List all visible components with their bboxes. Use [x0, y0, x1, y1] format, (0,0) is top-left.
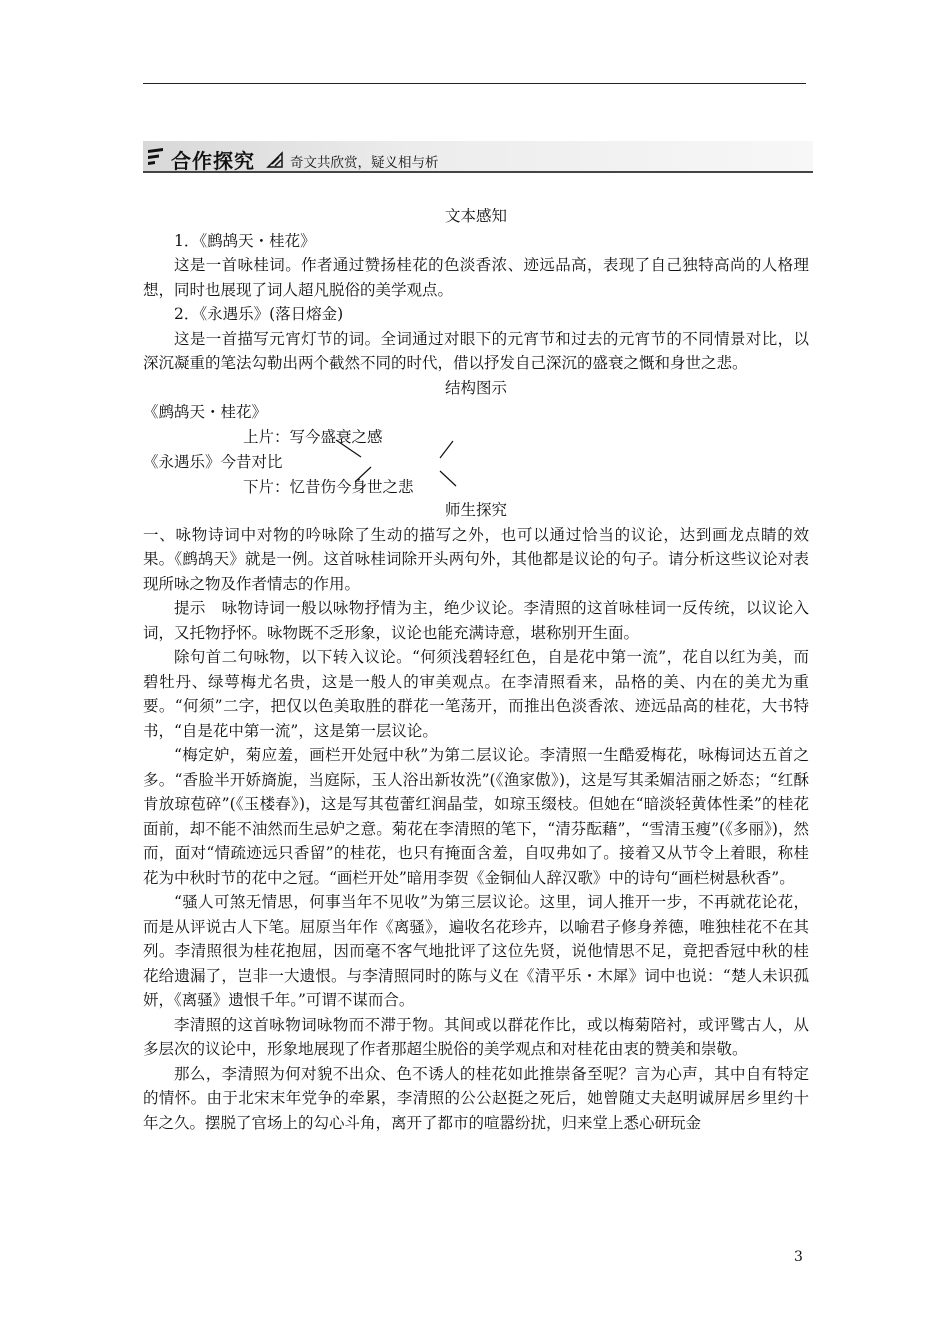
page-number: 3 [794, 1249, 803, 1265]
diagram-line-2: 上片：写今盛衰之感 [243, 428, 383, 446]
header-rule [143, 83, 806, 84]
diagram-line-1: 《鹧鸪天・桂花》 [143, 403, 268, 421]
document-body [143, 204, 809, 1135]
stripes-icon [146, 147, 166, 167]
inquiry-question: 一、咏物诗词中对物的吟咏除了生动的描写之外，也可以通过恰当的议论，达到画龙点睛的效果。《鹧鸪天》就是一例。这首咏桂词除开头两句外，其他都是议论的句子。请分析这些议论对表现所咏之物及作者情志的作用。 [143, 525, 809, 593]
item2-text: 这是一首描写元宵灯节的词。全词通过对眼下的元宵节和过去的元宵节的不同情景对比，以深沉凝重的笔法勾勒出两个截然不同的时代，借以抒发自己深沉的盛衰之慨和身世之悲。 [143, 329, 809, 372]
paragraph: 提示 咏物诗词一般以咏物抒情为主，绝少议论。李清照的这首咏桂词一反传统，以议论入词，又托物抒怀。咏物既不乏形象，议论也能充满诗意，堪称别开生面。 [143, 599, 809, 642]
paragraph: 那么，李清照为何对貌不出众、色不诱人的桂花如此推崇备至呢？言为心声，其中自有特定的情怀。由于北宋末年党争的牵累，李清照的公公赵挺之死后，她曾随丈夫赵明诚屏居乡里约十年之久。摆脱了官场上的勾心斗角，离开了都市的喧嚣纷扰，归来堂上悉心研玩金 [143, 1064, 809, 1132]
paragraph: 除句首二句咏物，以下转入议论。“何须浅碧轻红色，自是花中第一流”，花自以红为美，而碧牡丹、绿萼梅尤名贵，这是一般人的审美观点。在李清照看来，品格的美、内在的美尤为重要。“何须”二字，把仅以色美取胜的群花一笔荡开，而推出色淡香浓、迹远品高的桂花，大书特书，“自是花中第一流”，这是第一层议论。 [143, 648, 809, 740]
item2-title: 2．《永遇乐》(落日熔金) [174, 305, 344, 323]
paragraph: “梅定妒，菊应羞，画栏开处冠中秋”为第二层议论。李清照一生酷爱梅花，咏梅词达五首之多。“香脸半开娇旖旎，当庭际，玉人浴出新妆洗”(《渔家傲》)，这是写其柔媚洁丽之娇态；“红酥肯放琼苞碎”(《玉楼春》)，这是写其苞蕾红润晶莹，如琼玉缀枝。但她在“暗淡轻黄体性柔”的桂花面前，却不能不油然而生忌妒之意。菊花在李清照的笔下，“清芬酝藉”，“雪清玉瘦”(《多丽》)，然而，面对“情疏迹远只香留”的桂花，也只有掩面含羞，自叹弗如了。接着又从节令上着眼，称桂花为中秋时节的花中之冠。“画栏开处”暗用李贺《金铜仙人辞汉歌》中的诗句“画栏树悬秋香”。 [143, 746, 809, 887]
paragraph: 李清照的这首咏物词咏物而不滞于物。其间或以群花作比，或以梅菊陪衬，或评骘古人，从多层次的议论中，形象地展现了作者那超尘脱俗的美学观点和对桂花由衷的赞美和崇敬。 [143, 1015, 809, 1058]
diagram-line-4: 下片：忆昔伤今身世之悲 [243, 478, 414, 496]
item1-title: 1．《鹧鸪天・桂花》 [174, 231, 316, 250]
banner-subtitle: 奇文共欣赏，疑义相与析 [290, 155, 439, 171]
heading-text-perception: 文本感知 [444, 207, 507, 225]
heading-structure: 结构图示 [444, 378, 507, 397]
corner-stripes-icon [266, 151, 284, 169]
diagram-line-3: 《永遇乐》今昔对比 [143, 453, 283, 471]
paragraph: “骚人可煞无情思，何事当年不见收”为第三层议论。这里，词人推开一步，不再就花论花，而是从评说古人下笔。屈原当年作《离骚》，遍收名花珍卉，以喻君子修身养德，唯独桂花不在其列。李清照很为桂花抱屈，因而毫不客气地批评了这位先贤，说他情思不足，竟把香冠中秋的桂花给遗漏了，岂非一大遗恨。与李清照同时的陈与义在《清平乐・木犀》词中也说：“楚人未识孤妍，《离骚》遗恨千年。”可谓不谋而合。 [143, 893, 809, 1009]
diagram-connector-lines [143, 400, 809, 498]
heading-inquiry: 师生探究 [444, 501, 507, 519]
item1-text: 这是一首咏桂词。作者通过赞扬桂花的色淡香浓、迹远品高，表现了自己独特高尚的人格理想，同时也展现了词人超凡脱俗的美学观点。 [143, 256, 809, 299]
structure-diagram [143, 400, 809, 498]
section-banner [143, 139, 813, 177]
banner-title: 合作探究 [171, 149, 255, 173]
